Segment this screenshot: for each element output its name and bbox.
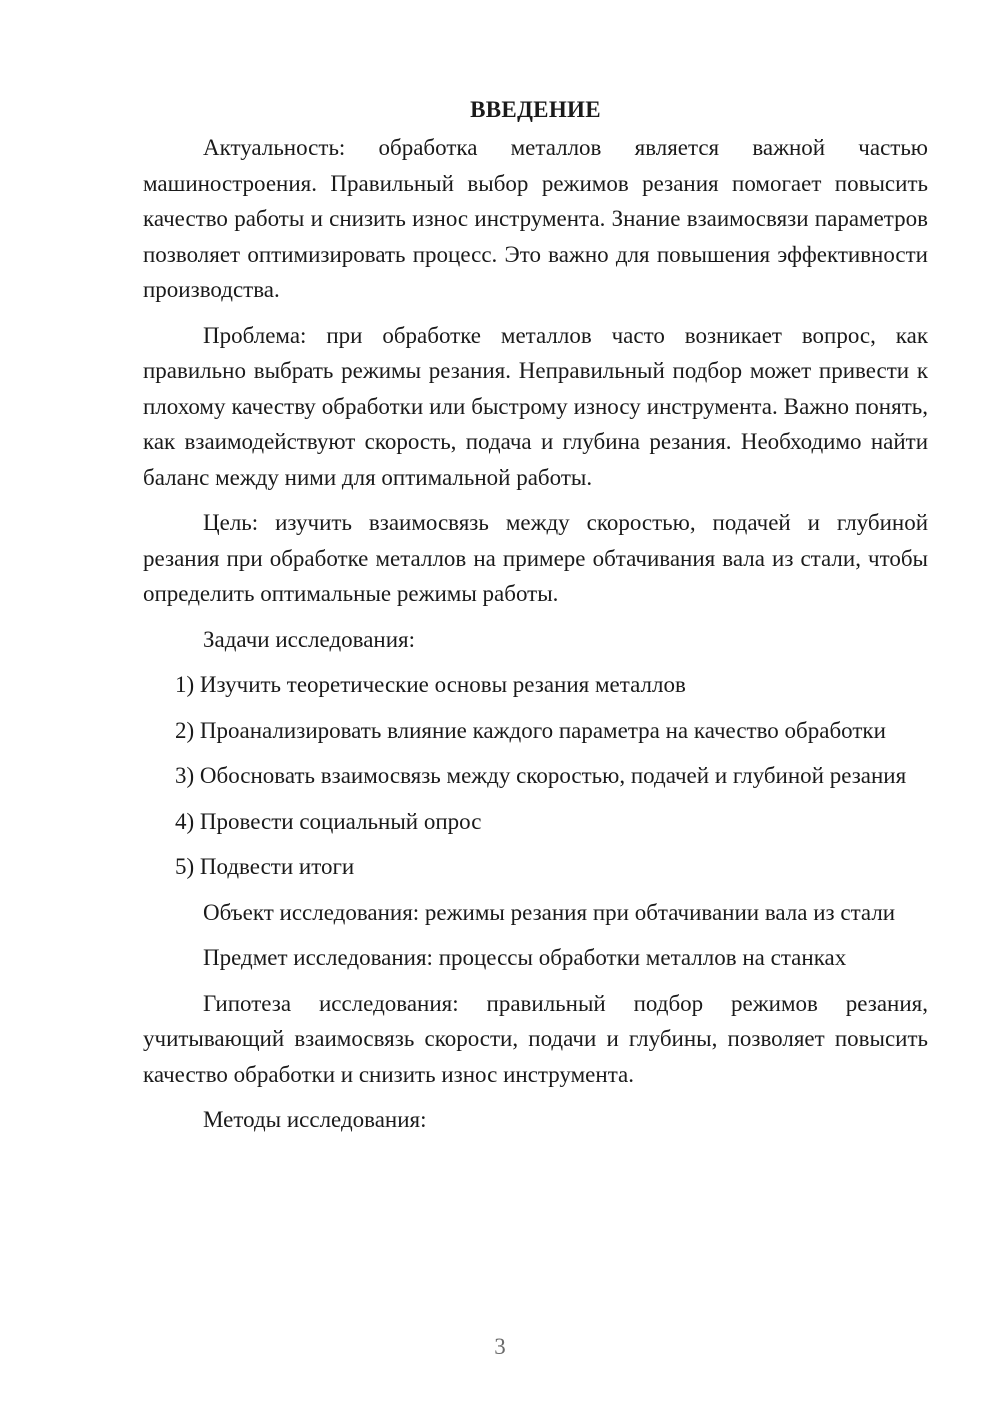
page-content xyxy=(143,92,928,1148)
methods-heading: Методы исследования: xyxy=(203,1107,427,1132)
paragraph-subject: Предмет исследования: процессы обработки металлов на станках xyxy=(203,945,847,970)
paragraph-problem: Проблема: при обработке металлов часто возникает вопрос, как правильно выбрать режимы резания. Неправильный подбор может привести к плохому качеству обработки или быстрому износу инструмента. Важно понять, как взаимодействуют скорость, подача и глубина резания. Необходимо найти баланс между ними для оптимальной работы. xyxy=(143,322,928,490)
task-item: 5) Подвести итоги xyxy=(175,854,355,879)
paragraph-goal: Цель: изучить взаимосвязь между скоростью, подачей и глубиной резания при обработке металлов на примере обтачивания вала из стали, чтобы определить оптимальные режимы работы. xyxy=(143,510,928,606)
paragraph-object: Объект исследования: режимы резания при обтачивании вала из стали xyxy=(203,899,896,925)
task-item: 4) Провести социальный опрос xyxy=(175,808,482,834)
paragraph-hypothesis: Гипотеза исследования: правильный подбор режимов резания, учитывающий взаимосвязь скорости, подачи и глубины, позволяет повысить качество обработки и снизить износ инструмента. xyxy=(143,990,928,1087)
page-number: 3 xyxy=(494,1334,506,1359)
task-item: 1) Изучить теоретические основы резания металлов xyxy=(175,672,686,697)
task-item: 3) Обосновать взаимосвязь между скоростью, подачей и глубиной резания xyxy=(175,763,907,788)
task-item: 2) Проанализировать влияние каждого параметра на качество обработки xyxy=(175,717,886,743)
paragraph-relevance: Актуальность: обработка металлов является важной частью машиностроения. Правильный выбор режимов резания помогает повысить качество работы и снизить износ инструмента. Знание взаимосвязи параметров позволяет оптимизировать процесс. Это важно для повышения эффективности производства. xyxy=(143,135,928,302)
section-title: ВВЕДЕНИЕ xyxy=(470,97,601,122)
tasks-heading: Задачи исследования: xyxy=(203,626,416,652)
